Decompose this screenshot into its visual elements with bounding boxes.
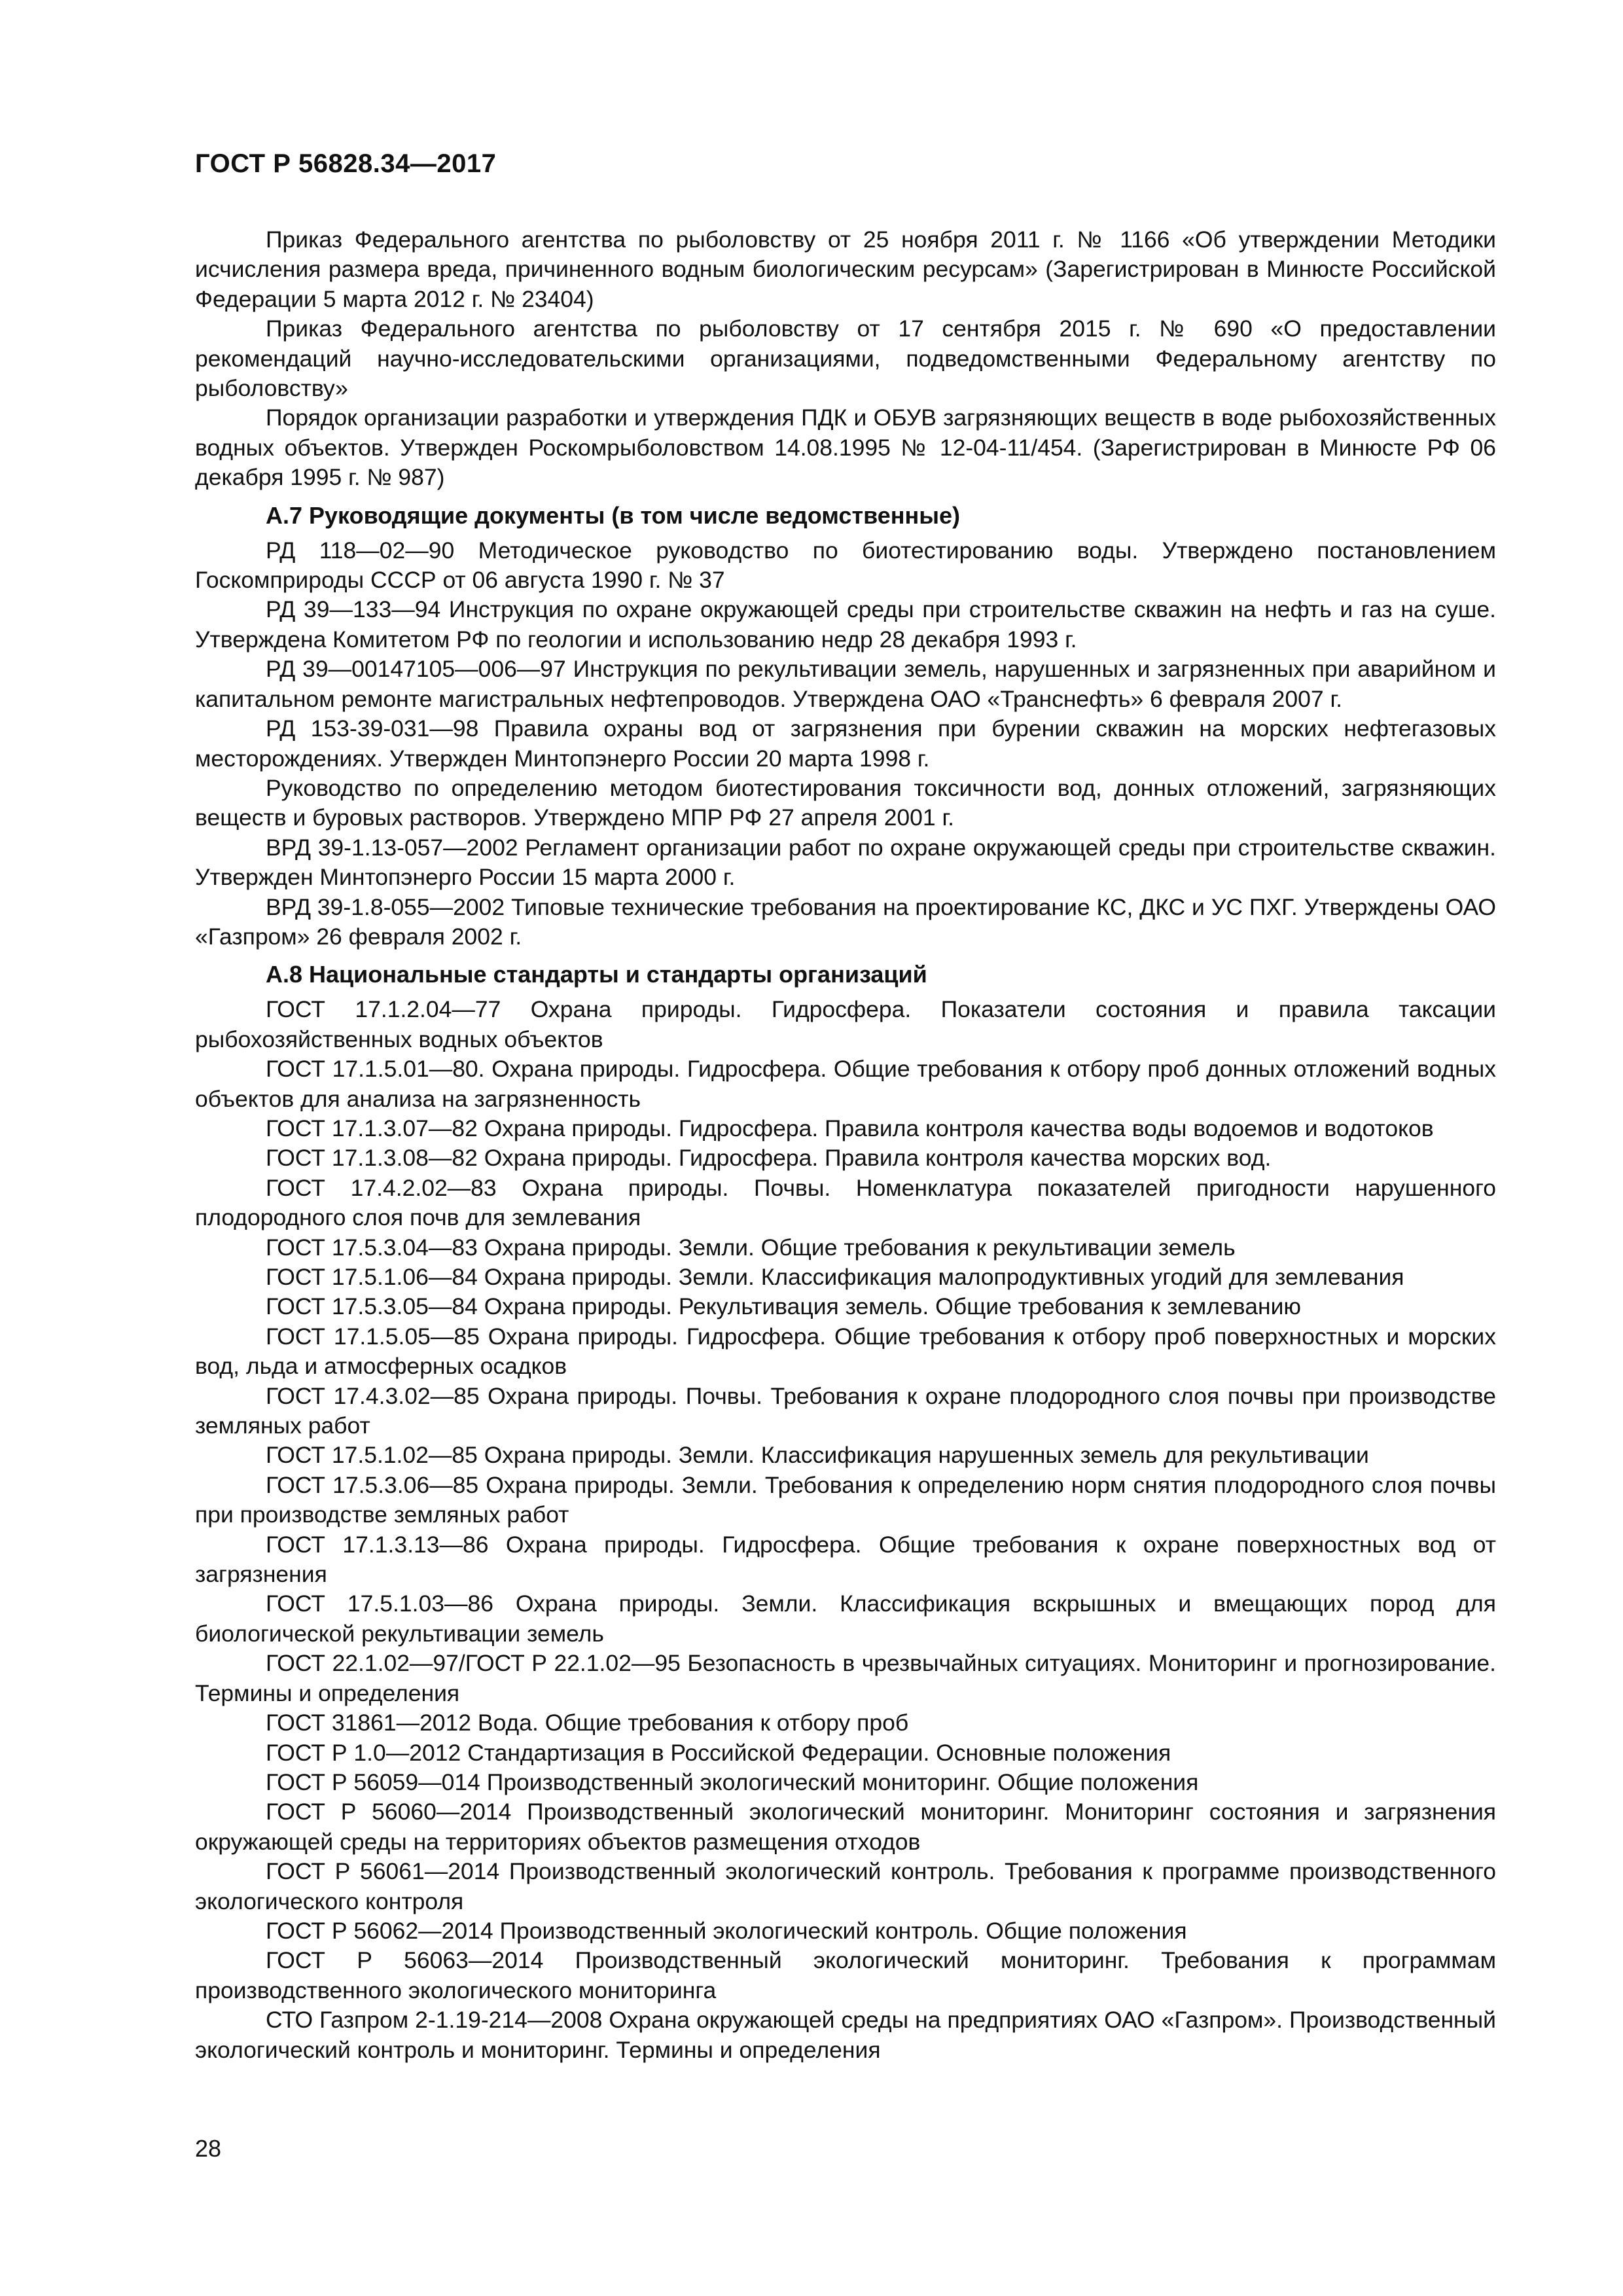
a7-paragraph: ВРД 39-1.13-057—2002 Регламент организации работ по охране окружающей среды при строительстве скважин. Утвержден Минтопэнерго России 15 марта 2000 г. xyxy=(195,834,1496,891)
a8-paragraph: ГОСТ Р 56060—2014 Производственный экологический мониторинг. Мониторинг состояния и загрязнения окружающей среды на территориях объектов размещения отходов xyxy=(195,1799,1496,1855)
a7-paragraph: РД 39—133—94 Инструкция по охране окружающей среды при строительстве скважин на нефть и газ на суше. Утверждена Комитетом РФ по геологии и использованию недр 28 декабря 1993 г. xyxy=(195,596,1496,653)
a8-paragraph: ГОСТ 17.1.3.13—86 Охрана природы. Гидросфера. Общие требования к охране поверхностных вод от загрязнения xyxy=(195,1531,1496,1588)
a8-paragraph: ГОСТ 17.5.3.06—85 Охрана природы. Земли. Требования к определению норм снятия плодородного слоя почвы при производстве земляных работ xyxy=(195,1471,1496,1528)
a8-paragraph: ГОСТ 17.5.3.05—84 Охрана природы. Рекультивация земель. Общие требования к землеванию xyxy=(266,1293,1302,1320)
a8-paragraph: ГОСТ 17.1.2.04—77 Охрана природы. Гидросфера. Показатели состояния и правила таксации рыбохозяйственных водных объектов xyxy=(195,996,1496,1052)
a8-paragraph: ГОСТ Р 56061—2014 Производственный экологический контроль. Требования к программе производственного экологического контроля xyxy=(195,1858,1496,1914)
a7-paragraph: РД 39—00147105—006—97 Инструкция по рекультивации земель, нарушенных и загрязненных при аварийном и капитальном ремонте магистральных нефтепроводов. Утверждена ОАО «Транснефть» 6 февраля 2007 г. xyxy=(195,656,1496,712)
a8-paragraph: ГОСТ 17.5.1.02—85 Охрана природы. Земли. Классификация нарушенных земель для рекультивации xyxy=(266,1442,1369,1469)
a8-paragraph: ГОСТ 17.5.3.04—83 Охрана природы. Земли. Общие требования к рекультивации земель xyxy=(266,1234,1236,1261)
a8-paragraph: ГОСТ 17.5.1.06—84 Охрана природы. Земли. Классификация малопродуктивных угодий для землевания xyxy=(266,1264,1404,1290)
intro-paragraph: Приказ Федерального агентства по рыболовству от 17 сентября 2015 г. № 690 «О предоставлении рекомендаций научно-исследовательскими организациями, подведомственными Федеральному агентству по рыболовству» xyxy=(195,315,1496,402)
a8-paragraph: ГОСТ Р 56062—2014 Производственный экологический контроль. Общие положения xyxy=(266,1917,1187,1944)
a8-paragraph: ГОСТ 17.4.2.02—83 Охрана природы. Почвы. Номенклатура показателей пригодности нарушенного плодородного слоя почв для землевания xyxy=(195,1174,1496,1231)
intro-paragraph: Приказ Федерального агентства по рыболовству от 25 ноября 2011 г. № 1166 «Об утверждении Методики исчисления размера вреда, причиненного водным биологическим ресурсам» (Зарегистрирован в Минюсте Российской Федерации 5 марта 2012 г. № 23404) xyxy=(195,226,1496,312)
a8-paragraph: ГОСТ 22.1.02—97/ГОСТ Р 22.1.02—95 Безопасность в чрезвычайных ситуациях. Мониторинг и прогнозирование. Термины и определения xyxy=(195,1650,1496,1706)
a7-paragraph: РД 153-39-031—98 Правила охраны вод от загрязнения при бурении скважин на морских нефтегазовых месторождениях. Утвержден Минтопэнерго России 20 марта 1998 г. xyxy=(195,715,1496,772)
a8-paragraph: ГОСТ 17.1.5.05—85 Охрана природы. Гидросфера. Общие требования к отбору проб поверхностных и морских вод, льда и атмосферных осадков xyxy=(195,1323,1496,1380)
a7-paragraph: Руководство по определению методом биотестирования токсичности вод, донных отложений, загрязняющих веществ и буровых растворов. Утверждено МПР РФ 27 апреля 2001 г. xyxy=(195,774,1496,831)
a8-paragraph: ГОСТ Р 56063—2014 Производственный экологический мониторинг. Требования к программам производственного экологического мониторинга xyxy=(195,1947,1496,2003)
page-number: 28 xyxy=(195,2135,222,2162)
a8-paragraph: ГОСТ 17.1.3.07—82 Охрана природы. Гидросфера. Правила контроля качества воды водоемов и водотоков xyxy=(266,1115,1434,1141)
a8-paragraph: ГОСТ 17.5.1.03—86 Охрана природы. Земли. Классификация вскрышных и вмещающих пород для биологической рекультивации земель xyxy=(195,1590,1496,1647)
a8-paragraph: СТО Газпром 2-1.19-214—2008 Охрана окружающей среды на предприятиях ОАО «Газпром». Производственный экологический контроль и мониторинг. Термины и определения xyxy=(195,2007,1496,2063)
intro-paragraph: Порядок организации разработки и утверждения ПДК и ОБУВ загрязняющих веществ в воде рыбохозяйственных водных объектов. Утвержден Роскомрыболовством 14.08.1995 № 12-04-11/454. (Зарегистрирован в Минюсте РФ 06 декабря 1995 г. № 987) xyxy=(195,404,1496,491)
a8-paragraph: ГОСТ Р 56059—014 Производственный экологический мониторинг. Общие положения xyxy=(266,1768,1199,1795)
a8-paragraph: ГОСТ 17.1.5.01—80. Охрана природы. Гидросфера. Общие требования к отбору проб донных отложений водных объектов для анализа на загрязненность xyxy=(195,1056,1496,1112)
a8-paragraph: ГОСТ 17.4.3.02—85 Охрана природы. Почвы. Требования к охране плодородного слоя почвы при производстве земляных работ xyxy=(195,1382,1496,1439)
a8-paragraph: ГОСТ 31861—2012 Вода. Общие требования к отбору проб xyxy=(266,1710,909,1736)
document-body xyxy=(195,225,1496,2065)
a8-paragraph: ГОСТ Р 1.0—2012 Стандартизация в Российской Федерации. Основные положения xyxy=(266,1739,1171,1766)
section-heading-a8: А.8 Национальные стандарты и стандарты организаций xyxy=(266,961,927,988)
section-heading-a7: А.7 Руководящие документы (в том числе ведомственные) xyxy=(266,501,960,529)
document-title: ГОСТ Р 56828.34—2017 xyxy=(195,149,497,178)
a7-paragraph: РД 118—02—90 Методическое руководство по биотестированию воды. Утверждено постановлением Госкомприроды СССР от 06 августа 1990 г. № 37 xyxy=(195,537,1496,594)
a8-paragraph: ГОСТ 17.1.3.08—82 Охрана природы. Гидросфера. Правила контроля качества морских вод. xyxy=(266,1145,1272,1172)
a7-paragraph: ВРД 39-1.8-055—2002 Типовые технические требования на проектирование КС, ДКС и УС ПХГ. Утверждены ОАО «Газпром» 26 февраля 2002 г. xyxy=(195,893,1496,950)
